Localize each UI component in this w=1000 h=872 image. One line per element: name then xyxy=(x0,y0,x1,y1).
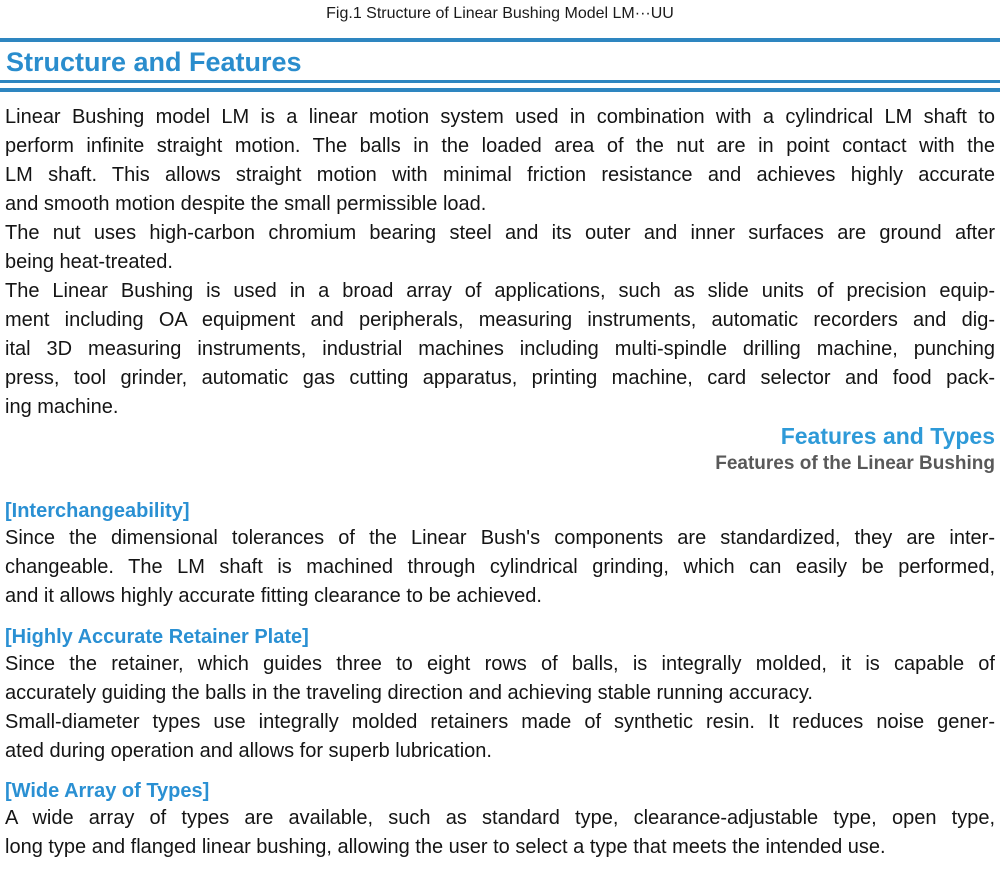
body-line: press, tool grinder, automatic gas cutting apparatus, printing machine, card selector and food pack- xyxy=(5,367,995,389)
body-line: ing machine. xyxy=(5,396,119,418)
body-line: and it allows highly accurate fitting clearance to be achieved. xyxy=(5,585,542,607)
body-line: accurately guiding the balls in the traveling direction and achieving stable running accuracy. xyxy=(5,682,813,704)
body-line: ital 3D measuring instruments, industrial machines including multi-spindle drilling machine, punching xyxy=(5,338,995,360)
body-line: A wide array of types are available, such as standard type, clearance-adjustable type, open type, xyxy=(5,807,995,829)
section-body-wide-array xyxy=(0,804,1000,862)
section-body-interchangeability xyxy=(0,524,1000,611)
body-line: Since the dimensional tolerances of the Linear Bush's components are standardized, they are inter- xyxy=(5,527,995,549)
body-line: LM shaft. This allows straight motion with minimal friction resistance and achieves highly accurate xyxy=(5,164,995,186)
section-body-retainer-plate xyxy=(0,650,1000,766)
body-line: and smooth motion despite the small permissible load. xyxy=(5,193,487,215)
features-and-types-heading: Features and Types xyxy=(780,423,995,449)
section-heading-retainer-plate: [Highly Accurate Retainer Plate] xyxy=(5,626,309,648)
body-line: changeable. The LM shaft is machined through cylindrical grinding, which can easily be performed, xyxy=(5,556,995,578)
section-heading-wide-array: [Wide Array of Types] xyxy=(5,780,210,802)
section-heading-interchangeability: [Interchangeability] xyxy=(5,500,190,522)
body-line: ment including OA equipment and peripherals, measuring instruments, automatic recorders and dig- xyxy=(5,309,995,331)
features-subheading: Features of the Linear Bushing xyxy=(715,453,995,474)
page-title: Structure and Features xyxy=(6,47,302,77)
figure-caption: Fig.1 Structure of Linear Bushing Model LM···UU xyxy=(326,5,674,22)
body-line: The Linear Bushing is used in a broad array of applications, such as slide units of precision equip- xyxy=(5,280,995,302)
header-divider xyxy=(0,80,1000,92)
intro-paragraphs xyxy=(0,103,1000,422)
body-line: Linear Bushing model LM is a linear motion system used in combination with a cylindrical LM shaft to xyxy=(5,106,995,128)
body-line: perform infinite straight motion. The balls in the loaded area of the nut are in point contact with the xyxy=(5,135,995,157)
body-line: long type and flanged linear bushing, allowing the user to select a type that meets the intended use. xyxy=(5,836,886,858)
section-header-bar xyxy=(0,38,1000,92)
body-line: Since the retainer, which guides three to eight rows of balls, is integrally molded, it is capable of xyxy=(5,653,995,675)
body-line: The nut uses high-carbon chromium bearing steel and its outer and inner surfaces are ground after xyxy=(5,222,995,244)
body-line: ated during operation and allows for superb lubrication. xyxy=(5,740,492,762)
body-line: being heat-treated. xyxy=(5,251,173,273)
body-line: Small-diameter types use integrally molded retainers made of synthetic resin. It reduces noise gener- xyxy=(5,711,995,733)
